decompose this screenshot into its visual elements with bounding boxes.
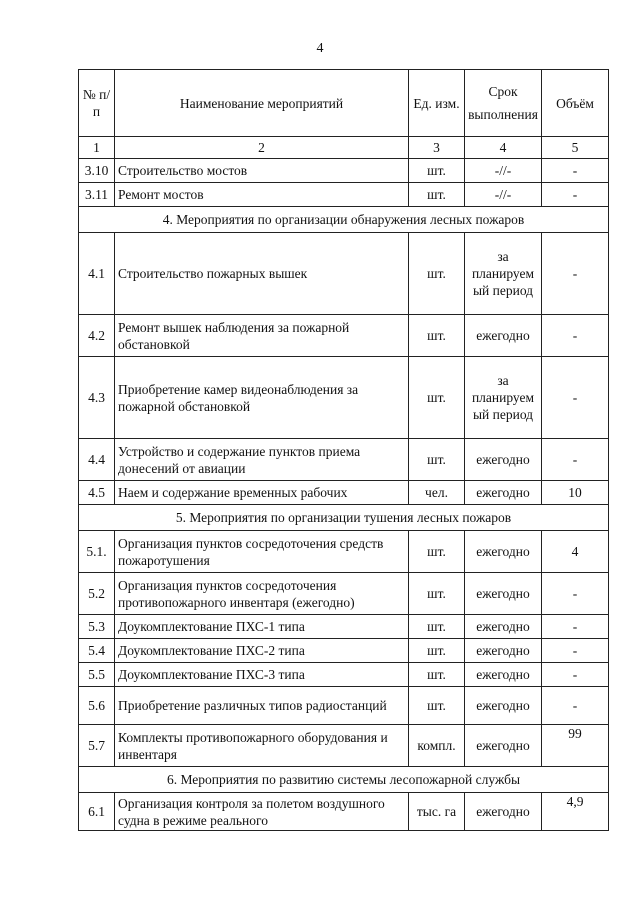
term-cell: за планируемый период [465,357,542,439]
header-name: Наименование мероприятий [115,70,409,137]
measure-name: Ремонт мостов [115,183,409,207]
row-number: 4.5 [79,481,115,505]
term-cell: ежегодно [465,315,542,357]
row-number: 5.6 [79,687,115,725]
table-row [79,639,609,663]
volume-cell: - [542,315,609,357]
term-cell: за планируемый период [465,233,542,315]
table-row [79,615,609,639]
measure-name: Организация пунктов сосредоточения средств пожаротушения [115,531,409,573]
term-cell: ежегодно [465,687,542,725]
unit-cell: шт. [409,663,465,687]
row-number: 5.7 [79,725,115,767]
header-term: Срок выполнения [465,70,542,137]
volume-cell: - [542,687,609,725]
table-row [79,531,609,573]
table-row [79,793,609,831]
volume-cell: - [542,159,609,183]
term-cell: ежегодно [465,481,542,505]
unit-cell: шт. [409,183,465,207]
volume-cell: - [542,573,609,615]
table-row [79,183,609,207]
row-number: 5.4 [79,639,115,663]
header-num: № п/п [79,70,115,137]
page-number: 4 [316,41,324,56]
unit-cell: шт. [409,357,465,439]
col-number: 4 [465,137,542,159]
header-unit: Ед. изм. [409,70,465,137]
unit-cell: шт. [409,531,465,573]
volume-cell: 99 [542,725,609,767]
section-title: 6. Мероприятия по развитию системы лесопожарной службы [79,767,609,793]
measure-name: Ремонт вышек наблюдения за пожарной обстановкой [115,315,409,357]
row-number: 5.2 [79,573,115,615]
unit-cell: тыс. га [409,793,465,831]
row-number: 5.3 [79,615,115,639]
col-number: 3 [409,137,465,159]
section-row [79,505,609,531]
volume-cell: - [542,439,609,481]
table-row [79,159,609,183]
unit-cell: шт. [409,639,465,663]
term-cell: ежегодно [465,793,542,831]
volume-cell: 4,9 [542,793,609,831]
unit-cell: компл. [409,725,465,767]
measure-name: Доукомплектование ПХС-1 типа [115,615,409,639]
section-title: 4. Мероприятия по организации обнаружения лесных пожаров [79,207,609,233]
measure-name: Наем и содержание временных рабочих [115,481,409,505]
term-cell: ежегодно [465,573,542,615]
measures-table [78,69,609,831]
term-cell: -//- [465,183,542,207]
col-number: 1 [79,137,115,159]
term-cell: ежегодно [465,725,542,767]
measure-name: Приобретение различных типов радиостанций [115,687,409,725]
table-row [79,687,609,725]
col-number: 2 [115,137,409,159]
section-row [79,207,609,233]
term-cell: ежегодно [465,615,542,639]
volume-cell: - [542,639,609,663]
unit-cell: шт. [409,687,465,725]
row-number: 5.1. [79,531,115,573]
table-row [79,439,609,481]
unit-cell: шт. [409,233,465,315]
term-cell: ежегодно [465,663,542,687]
volume-cell: 4 [542,531,609,573]
section-row [79,767,609,793]
header-volume: Объём [542,70,609,137]
term-cell: ежегодно [465,439,542,481]
table-row [79,663,609,687]
row-number: 3.11 [79,183,115,207]
volume-cell: - [542,615,609,639]
table-row [79,725,609,767]
volume-cell: - [542,663,609,687]
section-title: 5. Мероприятия по организации тушения лесных пожаров [79,505,609,531]
unit-cell: шт. [409,615,465,639]
volume-cell: - [542,233,609,315]
term-cell: ежегодно [465,639,542,663]
column-number-row [79,137,609,159]
term-cell: -//- [465,159,542,183]
row-number: 4.2 [79,315,115,357]
measure-name: Организация пунктов сосредоточения противопожарного инвентаря (ежегодно) [115,573,409,615]
row-number: 3.10 [79,159,115,183]
table-row [79,233,609,315]
measure-name: Доукомплектование ПХС-2 типа [115,639,409,663]
volume-cell: - [542,183,609,207]
volume-cell: - [542,357,609,439]
unit-cell: шт. [409,315,465,357]
table-row [79,573,609,615]
row-number: 6.1 [79,793,115,831]
measure-name: Комплекты противопожарного оборудования и инвентаря [115,725,409,767]
unit-cell: шт. [409,159,465,183]
row-number: 4.1 [79,233,115,315]
measure-name: Устройство и содержание пунктов приема донесений от авиации [115,439,409,481]
header-row [79,70,609,137]
unit-cell: чел. [409,481,465,505]
table-row [79,481,609,505]
measure-name: Организация контроля за полетом воздушного судна в режиме реального [115,793,409,831]
measure-name: Доукомплектование ПХС-3 типа [115,663,409,687]
col-number: 5 [542,137,609,159]
term-cell: ежегодно [465,531,542,573]
row-number: 4.3 [79,357,115,439]
measure-name: Строительство пожарных вышек [115,233,409,315]
row-number: 5.5 [79,663,115,687]
measure-name: Строительство мостов [115,159,409,183]
unit-cell: шт. [409,573,465,615]
row-number: 4.4 [79,439,115,481]
table-row [79,357,609,439]
volume-cell: 10 [542,481,609,505]
unit-cell: шт. [409,439,465,481]
measure-name: Приобретение камер видеонаблюдения за пожарной обстановкой [115,357,409,439]
table-row [79,315,609,357]
